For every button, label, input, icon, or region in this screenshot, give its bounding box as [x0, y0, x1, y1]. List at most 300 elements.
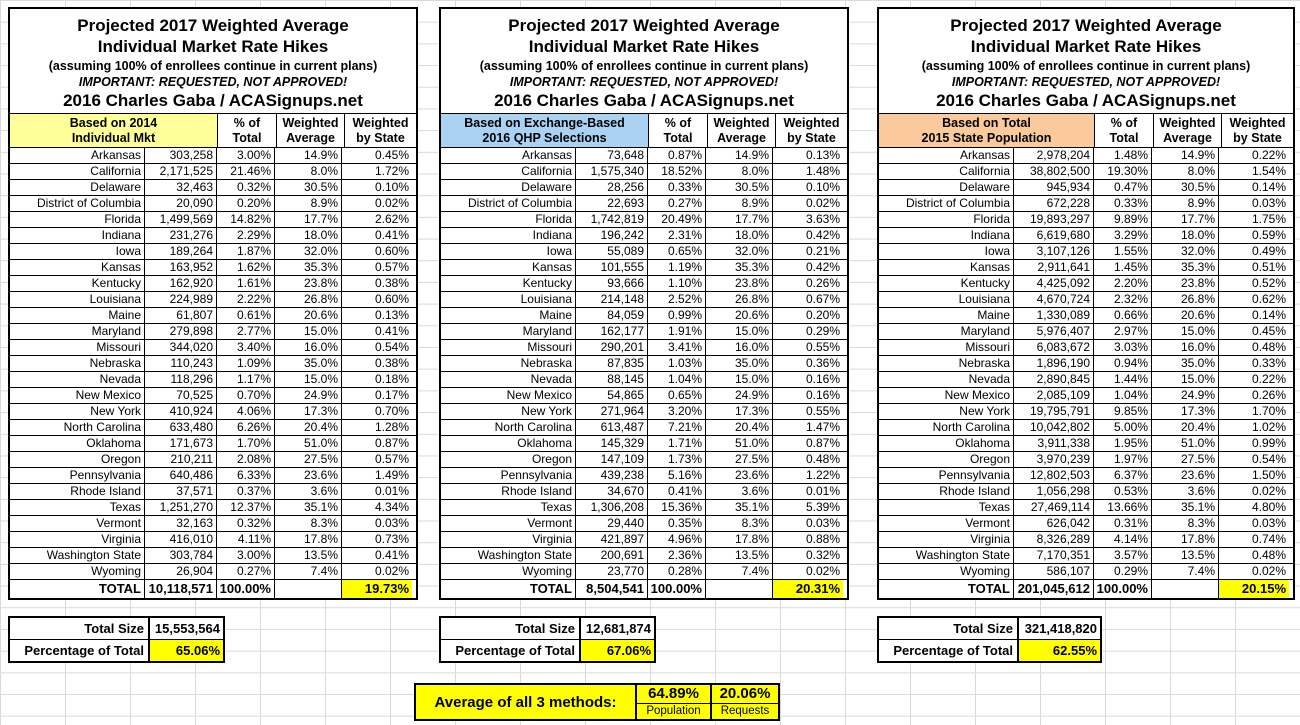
total-row — [10, 580, 416, 598]
cell-size: 2,890,845 — [1013, 372, 1093, 387]
cell-state: Texas — [540, 500, 572, 514]
cell-pct: 0.66% — [1093, 308, 1151, 323]
cell-state: Vermont — [96, 516, 141, 530]
table-row — [441, 420, 847, 436]
pct-header-line2: Total — [1109, 130, 1139, 145]
cell-wstate: 0.57% — [341, 452, 412, 467]
cell-state: Kansas — [100, 260, 141, 274]
cell-pct: 0.65% — [647, 388, 705, 403]
cell-state: District of Columbia — [36, 196, 141, 210]
title-assumption: (assuming 100% of enrollees continue in current plans) — [921, 59, 1251, 73]
title-line-2: Individual Market Rate Hikes — [97, 37, 329, 56]
cell-wstate: 0.03% — [1218, 516, 1289, 531]
cell-wavg: 18.0% — [274, 228, 341, 243]
title-line-2: Individual Market Rate Hikes — [528, 37, 760, 56]
basis-header-line2: 2015 State Population — [921, 130, 1052, 145]
cell-wstate: 1.22% — [772, 468, 843, 483]
cell-wstate: 0.70% — [341, 404, 412, 419]
cell-size: 84,059 — [575, 308, 647, 323]
cell-wstate: 1.50% — [1218, 468, 1289, 483]
total-row — [879, 580, 1293, 598]
cell-size: 586,107 — [1013, 564, 1093, 579]
table-row — [879, 292, 1293, 308]
table-row — [879, 324, 1293, 340]
cell-pct: 2.29% — [216, 228, 274, 243]
wavg-header-line2: Average — [717, 130, 766, 145]
cell-wstate: 0.01% — [341, 484, 412, 499]
cell-size: 271,964 — [575, 404, 647, 419]
table-row — [441, 564, 847, 580]
total-size-cell: 10,118,571 — [144, 580, 216, 598]
cell-wstate: 0.29% — [772, 324, 843, 339]
cell-size: 224,989 — [144, 292, 216, 307]
cell-state: Maine — [539, 308, 572, 322]
table-row — [10, 148, 416, 164]
cell-size: 2,911,641 — [1013, 260, 1093, 275]
table-row — [879, 212, 1293, 228]
cell-pct: 1.44% — [1093, 372, 1151, 387]
title-assumption: (assuming 100% of enrollees continue in current plans) — [48, 59, 378, 73]
cell-pct: 4.11% — [216, 532, 274, 547]
cell-wstate: 0.54% — [341, 340, 412, 355]
cell-wstate: 0.26% — [772, 276, 843, 291]
cell-state: Nevada — [99, 372, 141, 386]
table-row — [879, 468, 1293, 484]
cell-wavg: 35.0% — [274, 356, 341, 371]
column-header-weighted-average — [707, 114, 775, 147]
cell-state: Kansas — [969, 260, 1010, 274]
cell-pct: 2.20% — [1093, 276, 1151, 291]
cell-wstate: 1.72% — [341, 164, 412, 179]
cell-pct: 1.62% — [216, 260, 274, 275]
cell-pct: 2.31% — [647, 228, 705, 243]
cell-wavg: 17.3% — [274, 404, 341, 419]
cell-state: Iowa — [984, 244, 1010, 258]
cell-pct: 1.04% — [1093, 388, 1151, 403]
total-pct-cell: 100.00% — [647, 580, 705, 598]
table-row — [441, 180, 847, 196]
table-row — [441, 388, 847, 404]
cell-wstate: 4.34% — [341, 500, 412, 515]
cell-state: Delaware — [521, 180, 572, 194]
cell-wavg: 30.5% — [274, 180, 341, 195]
cell-wavg: 17.7% — [274, 212, 341, 227]
cell-pct: 0.31% — [1093, 516, 1151, 531]
basis-header-line1: Based on 2014 — [69, 115, 158, 130]
cell-size: 1,575,340 — [575, 164, 647, 179]
wstate-header-line2: by State — [787, 130, 836, 145]
cell-state: Rhode Island — [501, 484, 572, 498]
cell-wstate: 0.38% — [341, 276, 412, 291]
cell-wavg: 35.3% — [274, 260, 341, 275]
cell-wavg: 17.3% — [1151, 404, 1218, 419]
table-row — [441, 164, 847, 180]
cell-size: 23,770 — [575, 564, 647, 579]
cell-state: Delaware — [959, 180, 1010, 194]
cell-wavg: 32.0% — [274, 244, 341, 259]
cell-wavg: 17.3% — [705, 404, 772, 419]
cell-pct: 1.10% — [647, 276, 705, 291]
cell-size: 1,330,089 — [1013, 308, 1093, 323]
cell-wavg: 8.0% — [274, 164, 341, 179]
table-row — [879, 244, 1293, 260]
cell-wavg: 51.0% — [274, 436, 341, 451]
cell-state: Virginia — [970, 532, 1010, 546]
cell-size: 290,201 — [575, 340, 647, 355]
cell-wavg: 51.0% — [705, 436, 772, 451]
cell-wavg: 20.4% — [705, 420, 772, 435]
cell-wstate: 0.48% — [1218, 340, 1289, 355]
cell-wstate: 4.80% — [1218, 500, 1289, 515]
total-wavg-cell — [705, 580, 772, 598]
percentage-of-total-label: Percentage of Total — [24, 643, 144, 658]
cell-wstate: 0.10% — [341, 180, 412, 195]
cell-size: 3,911,338 — [1013, 436, 1093, 451]
cell-pct: 1.71% — [647, 436, 705, 451]
cell-size: 613,487 — [575, 420, 647, 435]
cell-wstate: 0.18% — [341, 372, 412, 387]
average-requests-cell — [710, 685, 778, 719]
cell-wavg: 27.5% — [705, 452, 772, 467]
title-credit: 2016 Charles Gaba / ACASignups.net — [494, 91, 794, 110]
table-row — [441, 404, 847, 420]
table-row — [10, 372, 416, 388]
column-header-weighted-by-state — [1221, 114, 1293, 147]
cell-pct: 1.55% — [1093, 244, 1151, 259]
cell-pct: 9.89% — [1093, 212, 1151, 227]
average-population-caption: Population — [646, 705, 701, 717]
total-wstate-cell: 19.73% — [341, 580, 412, 598]
cell-wavg: 8.3% — [274, 516, 341, 531]
cell-wavg: 24.9% — [1151, 388, 1218, 403]
cell-state: Kentucky — [522, 276, 572, 290]
column-header-basis — [879, 114, 1094, 147]
cell-wstate: 0.48% — [772, 452, 843, 467]
cell-wstate: 0.22% — [1218, 148, 1289, 163]
cell-state: North Carolina — [63, 420, 141, 434]
cell-wstate: 0.60% — [341, 244, 412, 259]
cell-wstate: 0.38% — [341, 356, 412, 371]
cell-state: Louisiana — [520, 292, 572, 306]
cell-size: 8,326,289 — [1013, 532, 1093, 547]
cell-wstate: 0.48% — [1218, 548, 1289, 563]
title-credit: 2016 Charles Gaba / ACASignups.net — [63, 91, 363, 110]
cell-state: Arkansas — [521, 148, 572, 162]
cell-wstate: 0.74% — [1218, 532, 1289, 547]
cell-size: 196,242 — [575, 228, 647, 243]
cell-wstate: 5.39% — [772, 500, 843, 515]
cell-pct: 3.00% — [216, 548, 274, 563]
column-header-weighted-by-state — [344, 114, 416, 147]
average-population-cell — [635, 685, 710, 719]
average-requests-value: 20.06% — [712, 685, 778, 704]
footer-box-individual-mkt — [8, 616, 225, 663]
cell-wavg: 17.8% — [705, 532, 772, 547]
title-line-1: Projected 2017 Weighted Average — [508, 16, 780, 35]
cell-state: Arkansas — [90, 148, 141, 162]
cell-wstate: 0.02% — [772, 564, 843, 579]
cell-wstate: 1.47% — [772, 420, 843, 435]
wstate-header-line1: Weighted — [783, 115, 840, 130]
cell-wavg: 23.6% — [274, 468, 341, 483]
cell-wavg: 15.0% — [1151, 372, 1218, 387]
cell-state: Pennsylvania — [500, 468, 572, 482]
pct-header-line2: Total — [232, 130, 262, 145]
wavg-header-line1: Weighted — [282, 115, 339, 130]
cell-wstate: 0.02% — [341, 564, 412, 579]
cell-pct: 0.87% — [647, 148, 705, 163]
cell-size: 171,673 — [144, 436, 216, 451]
cell-pct: 2.52% — [647, 292, 705, 307]
cell-wavg: 35.0% — [705, 356, 772, 371]
table-row — [10, 260, 416, 276]
cell-state: New York — [959, 404, 1010, 418]
title-warning: IMPORTANT: REQUESTED, NOT APPROVED! — [951, 75, 1221, 89]
cell-size: 147,109 — [575, 452, 647, 467]
table-row — [10, 212, 416, 228]
cell-state: Wyoming — [522, 564, 572, 578]
cell-size: 6,619,680 — [1013, 228, 1093, 243]
column-header-row — [10, 114, 416, 148]
cell-state: California — [959, 164, 1010, 178]
cell-pct: 3.29% — [1093, 228, 1151, 243]
table-row — [10, 244, 416, 260]
percentage-of-total-value: 67.06% — [579, 640, 654, 661]
table-row — [879, 436, 1293, 452]
cell-pct: 1.61% — [216, 276, 274, 291]
cell-size: 12,802,503 — [1013, 468, 1093, 483]
cell-state: Indiana — [101, 228, 141, 242]
table-row — [879, 148, 1293, 164]
cell-pct: 0.27% — [216, 564, 274, 579]
table-row — [441, 436, 847, 452]
average-population-value: 64.89% — [637, 685, 710, 704]
cell-pct: 0.33% — [647, 180, 705, 195]
cell-pct: 0.20% — [216, 196, 274, 211]
cell-pct: 18.52% — [647, 164, 705, 179]
cell-wstate: 0.57% — [341, 260, 412, 275]
column-header-basis — [10, 114, 217, 147]
cell-size: 38,802,500 — [1013, 164, 1093, 179]
cell-wstate: 0.54% — [1218, 452, 1289, 467]
cell-wavg: 20.6% — [274, 308, 341, 323]
cell-pct: 2.77% — [216, 324, 274, 339]
cell-state: Missouri — [527, 340, 572, 354]
cell-size: 7,170,351 — [1013, 548, 1093, 563]
cell-pct: 0.41% — [647, 484, 705, 499]
cell-state: Missouri — [965, 340, 1010, 354]
cell-state: Wyoming — [960, 564, 1010, 578]
column-header-row — [879, 114, 1293, 148]
cell-pct: 0.35% — [647, 516, 705, 531]
cell-size: 34,670 — [575, 484, 647, 499]
cell-size: 10,042,802 — [1013, 420, 1093, 435]
cell-pct: 1.97% — [1093, 452, 1151, 467]
title-line-1: Projected 2017 Weighted Average — [950, 16, 1222, 35]
cell-state: Missouri — [96, 340, 141, 354]
cell-size: 5,976,407 — [1013, 324, 1093, 339]
cell-pct: 20.49% — [647, 212, 705, 227]
cell-size: 303,258 — [144, 148, 216, 163]
table-row — [879, 372, 1293, 388]
cell-wstate: 0.21% — [772, 244, 843, 259]
cell-pct: 1.70% — [216, 436, 274, 451]
total-wstate-cell: 20.31% — [772, 580, 843, 598]
cell-pct: 1.48% — [1093, 148, 1151, 163]
table-row — [879, 260, 1293, 276]
cell-size: 200,691 — [575, 548, 647, 563]
cell-size: 55,089 — [575, 244, 647, 259]
cell-wstate: 0.14% — [1218, 308, 1289, 323]
cell-size: 672,228 — [1013, 196, 1093, 211]
cell-wavg: 17.8% — [274, 532, 341, 547]
wavg-header-line2: Average — [1163, 130, 1212, 145]
cell-state: Washington State — [915, 548, 1010, 562]
cell-pct: 3.20% — [647, 404, 705, 419]
cell-wstate: 0.33% — [1218, 356, 1289, 371]
cell-state: Texas — [978, 500, 1010, 514]
cell-size: 1,306,208 — [575, 500, 647, 515]
cell-pct: 1.45% — [1093, 260, 1151, 275]
cell-wstate: 1.54% — [1218, 164, 1289, 179]
cell-state: Florida — [104, 212, 141, 226]
cell-wavg: 15.0% — [274, 372, 341, 387]
table-row — [10, 308, 416, 324]
wstate-header-line1: Weighted — [1229, 115, 1286, 130]
percentage-of-total-row — [879, 640, 1100, 661]
footer-box-state-population — [877, 616, 1102, 663]
cell-wavg: 32.0% — [1151, 244, 1218, 259]
cell-wavg: 18.0% — [705, 228, 772, 243]
cell-pct: 14.82% — [216, 212, 274, 227]
pct-header-line1: % of — [664, 115, 692, 130]
cell-wavg: 20.4% — [274, 420, 341, 435]
column-header-row — [441, 114, 847, 148]
cell-size: 32,163 — [144, 516, 216, 531]
cell-state: Nebraska — [958, 356, 1010, 370]
cell-state: District of Columbia — [905, 196, 1010, 210]
cell-pct: 1.91% — [647, 324, 705, 339]
cell-wavg: 26.8% — [705, 292, 772, 307]
percentage-of-total-row — [441, 640, 654, 661]
cell-wavg: 35.3% — [1151, 260, 1218, 275]
percentage-of-total-value: 65.06% — [148, 640, 223, 661]
cell-size: 93,666 — [575, 276, 647, 291]
cell-wstate: 0.02% — [1218, 484, 1289, 499]
cell-pct: 3.40% — [216, 340, 274, 355]
table-row — [879, 564, 1293, 580]
table-row — [10, 436, 416, 452]
cell-state: Kentucky — [91, 276, 141, 290]
cell-size: 945,934 — [1013, 180, 1093, 195]
total-wavg-cell — [1151, 580, 1218, 598]
cell-size: 2,085,109 — [1013, 388, 1093, 403]
cell-state: Iowa — [115, 244, 141, 258]
cell-size: 279,898 — [144, 324, 216, 339]
cell-wavg: 13.5% — [274, 548, 341, 563]
table-row — [441, 452, 847, 468]
cell-wavg: 30.5% — [1151, 180, 1218, 195]
table-row — [441, 356, 847, 372]
cell-wstate: 3.63% — [772, 212, 843, 227]
cell-size: 27,469,114 — [1013, 500, 1093, 515]
table-row — [10, 292, 416, 308]
table-row — [879, 340, 1293, 356]
cell-wstate: 0.99% — [1218, 436, 1289, 451]
state-rows — [441, 148, 847, 580]
average-box-label: Average of all 3 methods: — [434, 693, 617, 711]
cell-state: New Mexico — [75, 388, 141, 402]
cell-size: 101,555 — [575, 260, 647, 275]
cell-wavg: 27.5% — [1151, 452, 1218, 467]
table-row — [441, 532, 847, 548]
cell-pct: 0.37% — [216, 484, 274, 499]
total-size-cell: 201,045,612 — [1013, 580, 1093, 598]
cell-wstate: 0.03% — [341, 516, 412, 531]
title-assumption: (assuming 100% of enrollees continue in current plans) — [479, 59, 809, 73]
average-of-methods-box — [414, 683, 780, 721]
cell-pct: 0.32% — [216, 516, 274, 531]
cell-state: Arkansas — [959, 148, 1010, 162]
title-line-2: Individual Market Rate Hikes — [970, 37, 1202, 56]
title-line-1: Projected 2017 Weighted Average — [77, 16, 349, 35]
cell-wstate: 1.28% — [341, 420, 412, 435]
cell-wavg: 3.6% — [274, 484, 341, 499]
cell-state: New York — [521, 404, 572, 418]
cell-pct: 1.87% — [216, 244, 274, 259]
cell-wstate: 0.01% — [772, 484, 843, 499]
basis-header-line1: Based on Exchange-Based — [464, 115, 625, 130]
total-pct-cell: 100.00% — [216, 580, 274, 598]
cell-state: Vermont — [965, 516, 1010, 530]
table-title-block — [879, 9, 1293, 114]
table-row — [879, 548, 1293, 564]
cell-size: 6,083,672 — [1013, 340, 1093, 355]
column-header-pct-of-total — [648, 114, 707, 147]
cell-wavg: 8.9% — [274, 196, 341, 211]
cell-state: Virginia — [101, 532, 141, 546]
cell-pct: 1.03% — [647, 356, 705, 371]
table-row — [10, 276, 416, 292]
cell-size: 189,264 — [144, 244, 216, 259]
total-size-label: Total Size — [84, 621, 144, 636]
cell-wavg: 15.0% — [705, 324, 772, 339]
state-rows — [10, 148, 416, 580]
cell-state: Indiana — [532, 228, 572, 242]
cell-state: Oklahoma — [86, 436, 141, 450]
cell-state: New York — [90, 404, 141, 418]
table-row — [441, 212, 847, 228]
cell-pct: 3.03% — [1093, 340, 1151, 355]
cell-wavg: 14.9% — [705, 148, 772, 163]
cell-pct: 0.65% — [647, 244, 705, 259]
cell-wavg: 8.3% — [705, 516, 772, 531]
cell-state: Oregon — [100, 452, 141, 466]
table-row — [10, 388, 416, 404]
rate-hike-table-qhp-selections — [439, 7, 849, 600]
wavg-header-line2: Average — [286, 130, 335, 145]
cell-size: 4,425,092 — [1013, 276, 1093, 291]
table-row — [879, 180, 1293, 196]
cell-wavg: 7.4% — [274, 564, 341, 579]
cell-size: 162,920 — [144, 276, 216, 291]
cell-state: Washington State — [46, 548, 141, 562]
cell-size: 633,480 — [144, 420, 216, 435]
table-row — [879, 404, 1293, 420]
cell-wstate: 0.22% — [1218, 372, 1289, 387]
cell-wstate: 0.41% — [341, 228, 412, 243]
table-row — [441, 308, 847, 324]
